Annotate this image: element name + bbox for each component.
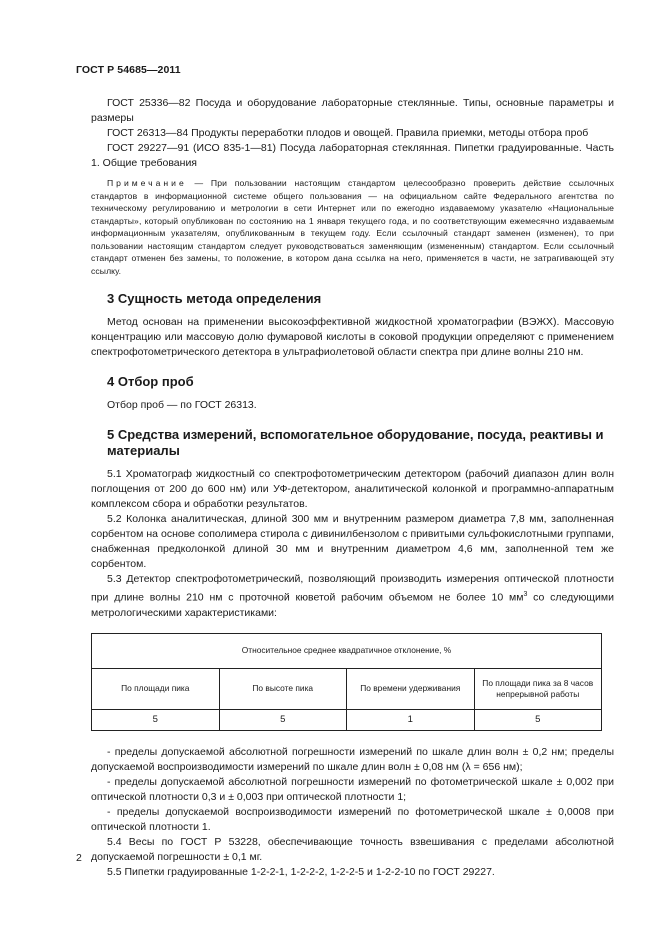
limit-photometric-abs-item: - пределы допускаемой абсолютной погрешности измерений по фотометрической шкале ± 0,002 при оптической плотности 0,3 и ± 0,003 при оптической плотности 1; [91, 775, 614, 803]
reference-gost-29227: ГОСТ 29227—91 (ИСО 835-1—81) Посуда лабораторная стеклянная. Пипетки градуированные. Часть 1. Общие требования [91, 142, 614, 169]
clause-5-4: 5.4 Весы по ГОСТ Р 53228, обеспечивающие точность взвешивания с пределами абсолютной допускаемой погрешности ± 0,1 мг. [91, 835, 614, 863]
table-column-peak-area: По площади пика [92, 668, 220, 709]
page-number: 2 [76, 852, 82, 864]
section-4-title: 4 Отбор проб [107, 374, 194, 389]
table-value-peak-height: 5 [219, 709, 347, 730]
note-text: — При пользовании настоящим стандартом целесообразно проверить действие ссылочных стандартов в информационной системе общего пользования — на официальном сайте Федерального агентства по техническому регулированию и метрологии в сети Интернет или по ежегодно издаваемому указателю «Национальные стандарты», который опубликован по состоянию на 1 января текущего года, и по соответствующим ежемесячно издаваемым информационным указателям, опубликованным в текущем году. Если ссылочный стандарт заменен (изменен), то при пользовании настоящим стандартом следует руководствоваться заменяющим (измененным) стандартом. Если ссылочный стандарт отменен без замены, то положение, в котором дана ссылка на него, применяется в части, не затрагивающей эту ссылку. [91, 178, 614, 276]
reference-gost-26313: ГОСТ 26313—84 Продукты переработки плодов и овощей. Правила приемки, методы отбора проб [107, 127, 589, 139]
table-value-peak-area: 5 [92, 709, 220, 730]
note-paragraph [91, 177, 614, 277]
table-header-cell: Относительное среднее квадратичное отклонение, % [92, 633, 602, 668]
table-value-peak-area-8h: 5 [474, 709, 602, 730]
clause-5-3-text: 5.3 Детектор спектрофотометрический, позволяющий производить измерения оптической плотности при длине волны 210 нм с проточной кюветой рабочим объемом не более 10 мм [91, 573, 614, 604]
table-value-retention-time: 1 [347, 709, 475, 730]
section-5-title: 5 Средства измерений, вспомогательное оборудование, посуда, реактивы и материалы [107, 427, 604, 458]
table-column-peak-height: По высоте пика [219, 668, 347, 709]
limit-photometric-repro-item: - пределы допускаемой воспроизводимости измерений по фотометрической шкале ± 0,0008 при оптической плотности 1. [91, 805, 614, 833]
table-column-retention-time: По времени удерживания [347, 668, 475, 709]
limit-wavelength-item: - пределы допускаемой абсолютной погрешности измерений по шкале длин волн ± 0,2 нм; пределы допускаемой воспроизводимости измерений по шкале длин волн ± 0,08 нм (λ = 656 нм); [91, 745, 614, 773]
clause-5-3 [91, 572, 614, 621]
section-3-text: Метод основан на применении высокоэффективной жидкостной хроматографии (ВЭЖХ). Массовую концентрацию или массовую долю фумаровой кислоты в соковой продукции определяют с применением спектрофотометрического детектора в ультрафиолетовой области спектра при длине волны 210 нм. [91, 316, 614, 358]
clause-5-2: 5.2 Колонка аналитическая, длиной 300 мм и внутренним размером диаметра 7,8 мм, заполненная сорбентом на основе сополимера стирола с дивинилбензолом с привитыми сульфокислотными группами, снабженная предколонкой длиной 30 мм и внутренним диаметром 4,6 мм, заполненной тем же сорбентом. [91, 513, 614, 570]
metrology-table [91, 633, 602, 731]
document-body [91, 96, 614, 880]
reference-gost-25336: ГОСТ 25336—82 Посуда и оборудование лабораторные стеклянные. Типы, основные параметры и размеры [91, 97, 614, 124]
document-header: ГОСТ Р 54685—2011 [76, 64, 181, 76]
section-3-title: 3 Сущность метода определения [107, 291, 322, 306]
table-column-peak-area-8h: По площади пика за 8 часов непрерывной работы [474, 668, 602, 709]
note-label: Примечание [107, 178, 187, 188]
clause-5-1: 5.1 Хроматограф жидкостный со спектрофотометрическим детектором (рабочий диапазон длин волн поглощения от 200 до 600 нм) или УФ-детектором, аналитической колонкой и программно-аппаратным комплексом сбора и обработки результатов. [91, 468, 614, 510]
section-4-text: Отбор проб — по ГОСТ 26313. [107, 399, 257, 411]
clause-5-5: 5.5 Пипетки градуированные 1-2-2-1, 1-2-2-2, 1-2-2-5 и 1-2-2-10 по ГОСТ 29227. [107, 865, 495, 878]
clause-5-3-superscript: 3 [523, 591, 528, 598]
clause-5-3-tail: со следующими метрологическими характеристиками: [91, 591, 614, 619]
